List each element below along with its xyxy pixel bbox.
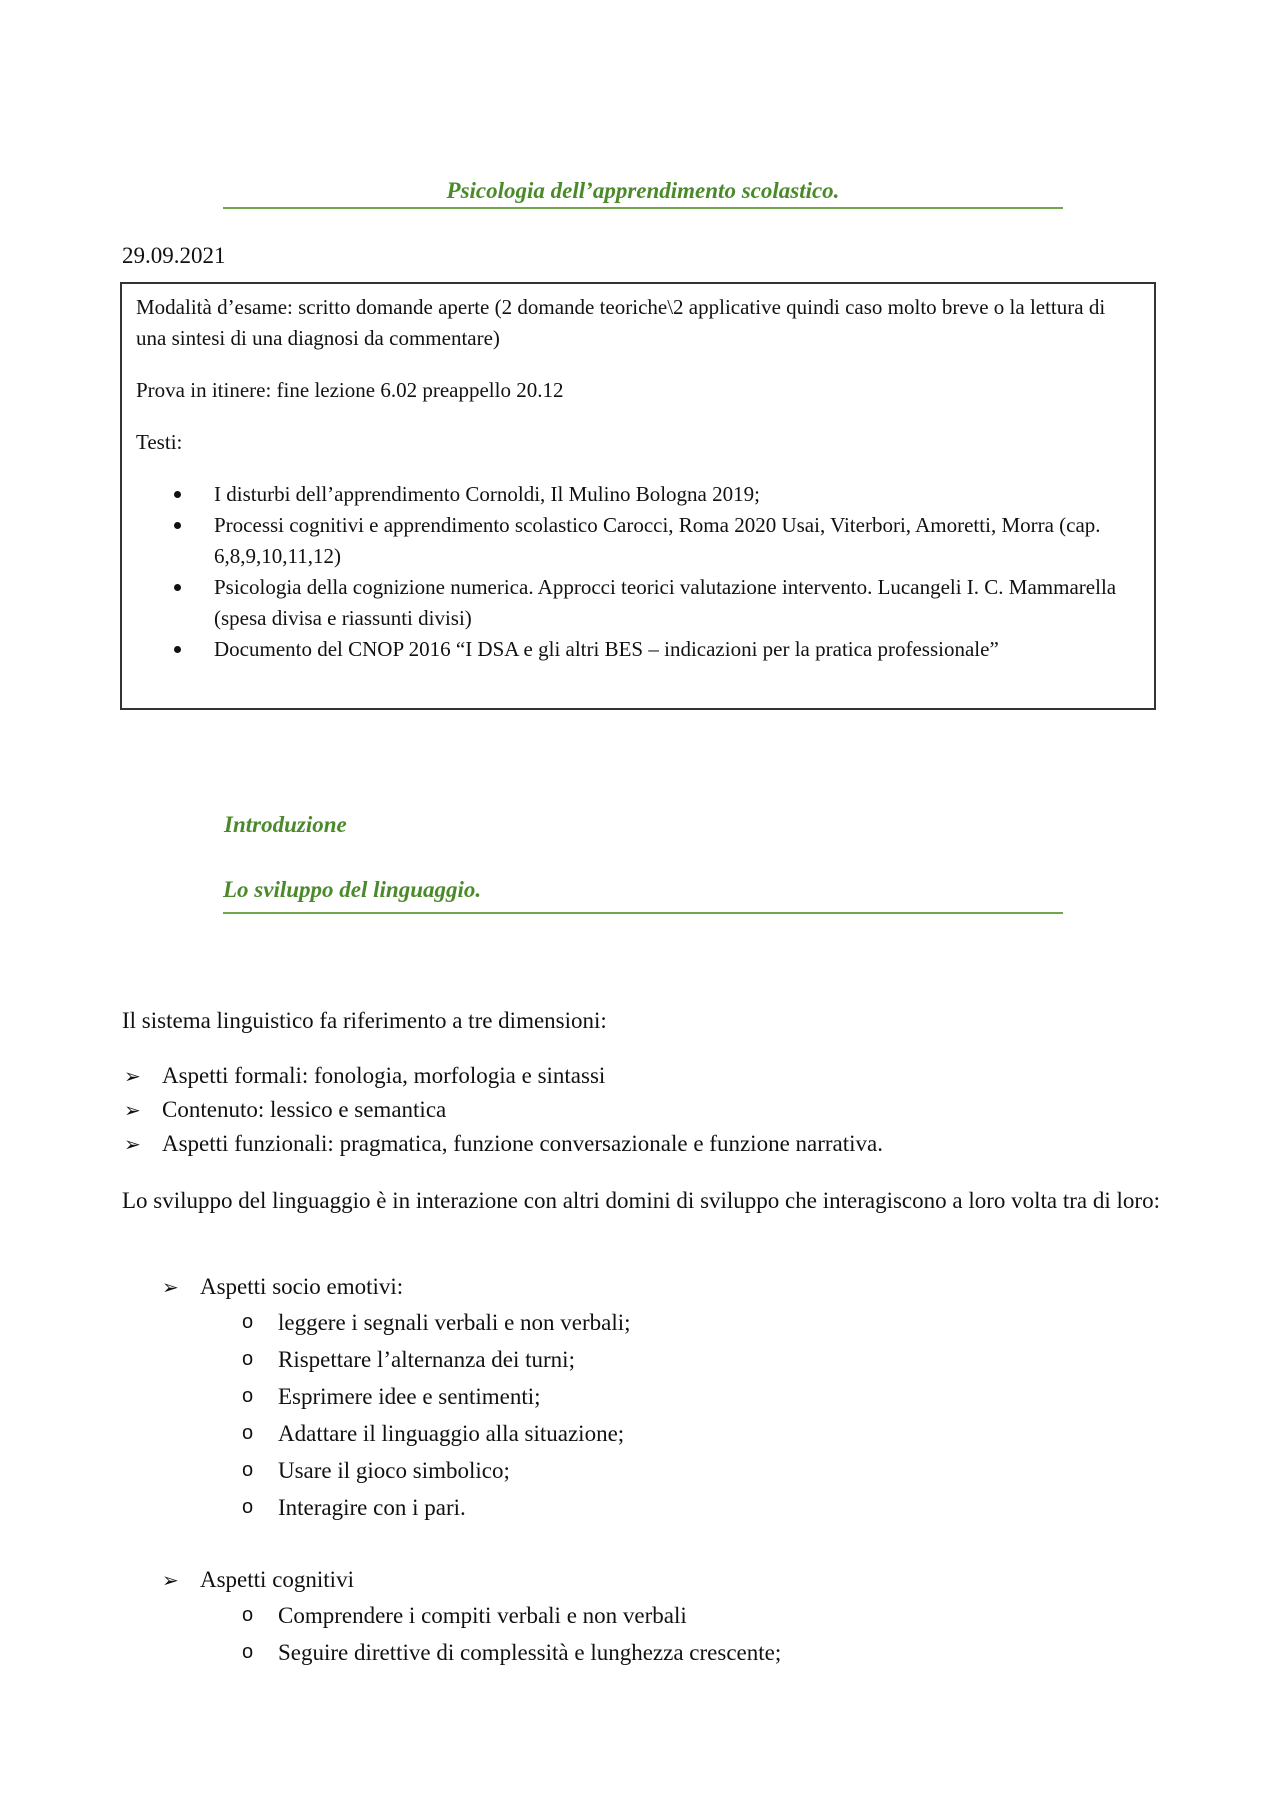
socio-emotional-section — [160, 1270, 631, 1526]
section-heading: ➢ Aspetti socio emotivi: — [160, 1270, 631, 1304]
book-item: Psicologia della cognizione numerica. Approcci teorici valutazione intervento. Lucangeli I. C. Mammarella (spesa divisa e riassunti divisi) — [136, 572, 1140, 634]
itinere-text: Prova in itinere: fine lezione 6.02 preappello 20.12 — [136, 378, 564, 402]
list-item: o Interagire con i pari. — [160, 1489, 631, 1526]
list-item: o leggere i segnali verbali e non verbali; — [160, 1304, 631, 1341]
texts-label: Testi: — [136, 430, 183, 454]
circle-bullet-icon: o — [242, 1496, 254, 1518]
circle-bullet-icon: o — [242, 1641, 254, 1663]
dimensions-list — [122, 1059, 883, 1161]
book-item: I disturbi dell’apprendimento Cornoldi, Il Mulino Bologna 2019; — [136, 479, 1140, 510]
book-item: Processi cognitivi e apprendimento scolastico Carocci, Roma 2020 Usai, Viterbori, Amoretti, Morra (cap. 6,8,9,10,11,12) — [136, 510, 1140, 572]
list-item: o Usare il gioco simbolico; — [160, 1452, 631, 1489]
circle-bullet-icon: o — [242, 1459, 254, 1481]
bullet-icon — [174, 491, 181, 498]
title-underline — [223, 175, 1063, 209]
list-item: ➢ Contenuto: lessico e semantica — [122, 1093, 883, 1127]
list-item: o Esprimere idee e sentimenti; — [160, 1378, 631, 1415]
arrow-bullet-icon: ➢ — [162, 1568, 179, 1592]
arrow-bullet-icon: ➢ — [124, 1098, 141, 1122]
bullet-icon — [174, 522, 181, 529]
arrow-bullet-icon: ➢ — [162, 1275, 179, 1299]
list-item: o Comprendere i compiti verbali e non verbali — [160, 1597, 781, 1634]
cognitive-list — [160, 1597, 781, 1671]
exam-mode-text: Modalità d’esame: scritto domande aperte (2 domande teoriche\2 applicative quindi caso molto breve o la lettura di una sintesi di una diagnosi da commentare) — [136, 295, 1106, 350]
list-item: o Seguire direttive di complessità e lunghezza crescente; — [160, 1634, 781, 1671]
heading-language-underline — [223, 874, 1063, 914]
list-item: ➢ Aspetti funzionali: pragmatica, funzione conversazionale e funzione narrativa. — [122, 1127, 883, 1161]
circle-bullet-icon: o — [242, 1311, 254, 1333]
lecture-date: 29.09.2021 — [122, 243, 226, 268]
circle-bullet-icon: o — [242, 1604, 254, 1626]
document-title: Psicologia dell’apprendimento scolastico. — [446, 178, 840, 203]
circle-bullet-icon: o — [242, 1422, 254, 1444]
arrow-bullet-icon: ➢ — [124, 1132, 141, 1156]
cognitive-section — [160, 1563, 781, 1671]
bullet-icon — [174, 584, 181, 591]
arrow-bullet-icon: ➢ — [124, 1064, 141, 1088]
heading-language: Lo sviluppo del linguaggio. — [223, 877, 482, 902]
list-item: o Rispettare l’alternanza dei turni; — [160, 1341, 631, 1378]
circle-bullet-icon: o — [242, 1385, 254, 1407]
paragraph-dimensions: Il sistema linguistico fa riferimento a tre dimensioni: — [122, 1008, 607, 1033]
list-item: o Adattare il linguaggio alla situazione; — [160, 1415, 631, 1452]
list-item: ➢ Aspetti formali: fonologia, morfologia e sintassi — [122, 1059, 883, 1093]
circle-bullet-icon: o — [242, 1348, 254, 1370]
section-heading: ➢ Aspetti cognitivi — [160, 1563, 781, 1597]
exam-info-box — [120, 282, 1156, 710]
book-item: Documento del CNOP 2016 “I DSA e gli altri BES – indicazioni per la pratica professionale” — [136, 634, 1140, 665]
heading-introduzione: Introduzione — [224, 812, 347, 837]
bullet-icon — [174, 646, 181, 653]
paragraph-interaction: Lo sviluppo del linguaggio è in interazione con altri domini di sviluppo che interagiscono a loro volta tra di loro: — [122, 1188, 1160, 1213]
socio-list — [160, 1304, 631, 1526]
books-list — [136, 479, 1140, 665]
